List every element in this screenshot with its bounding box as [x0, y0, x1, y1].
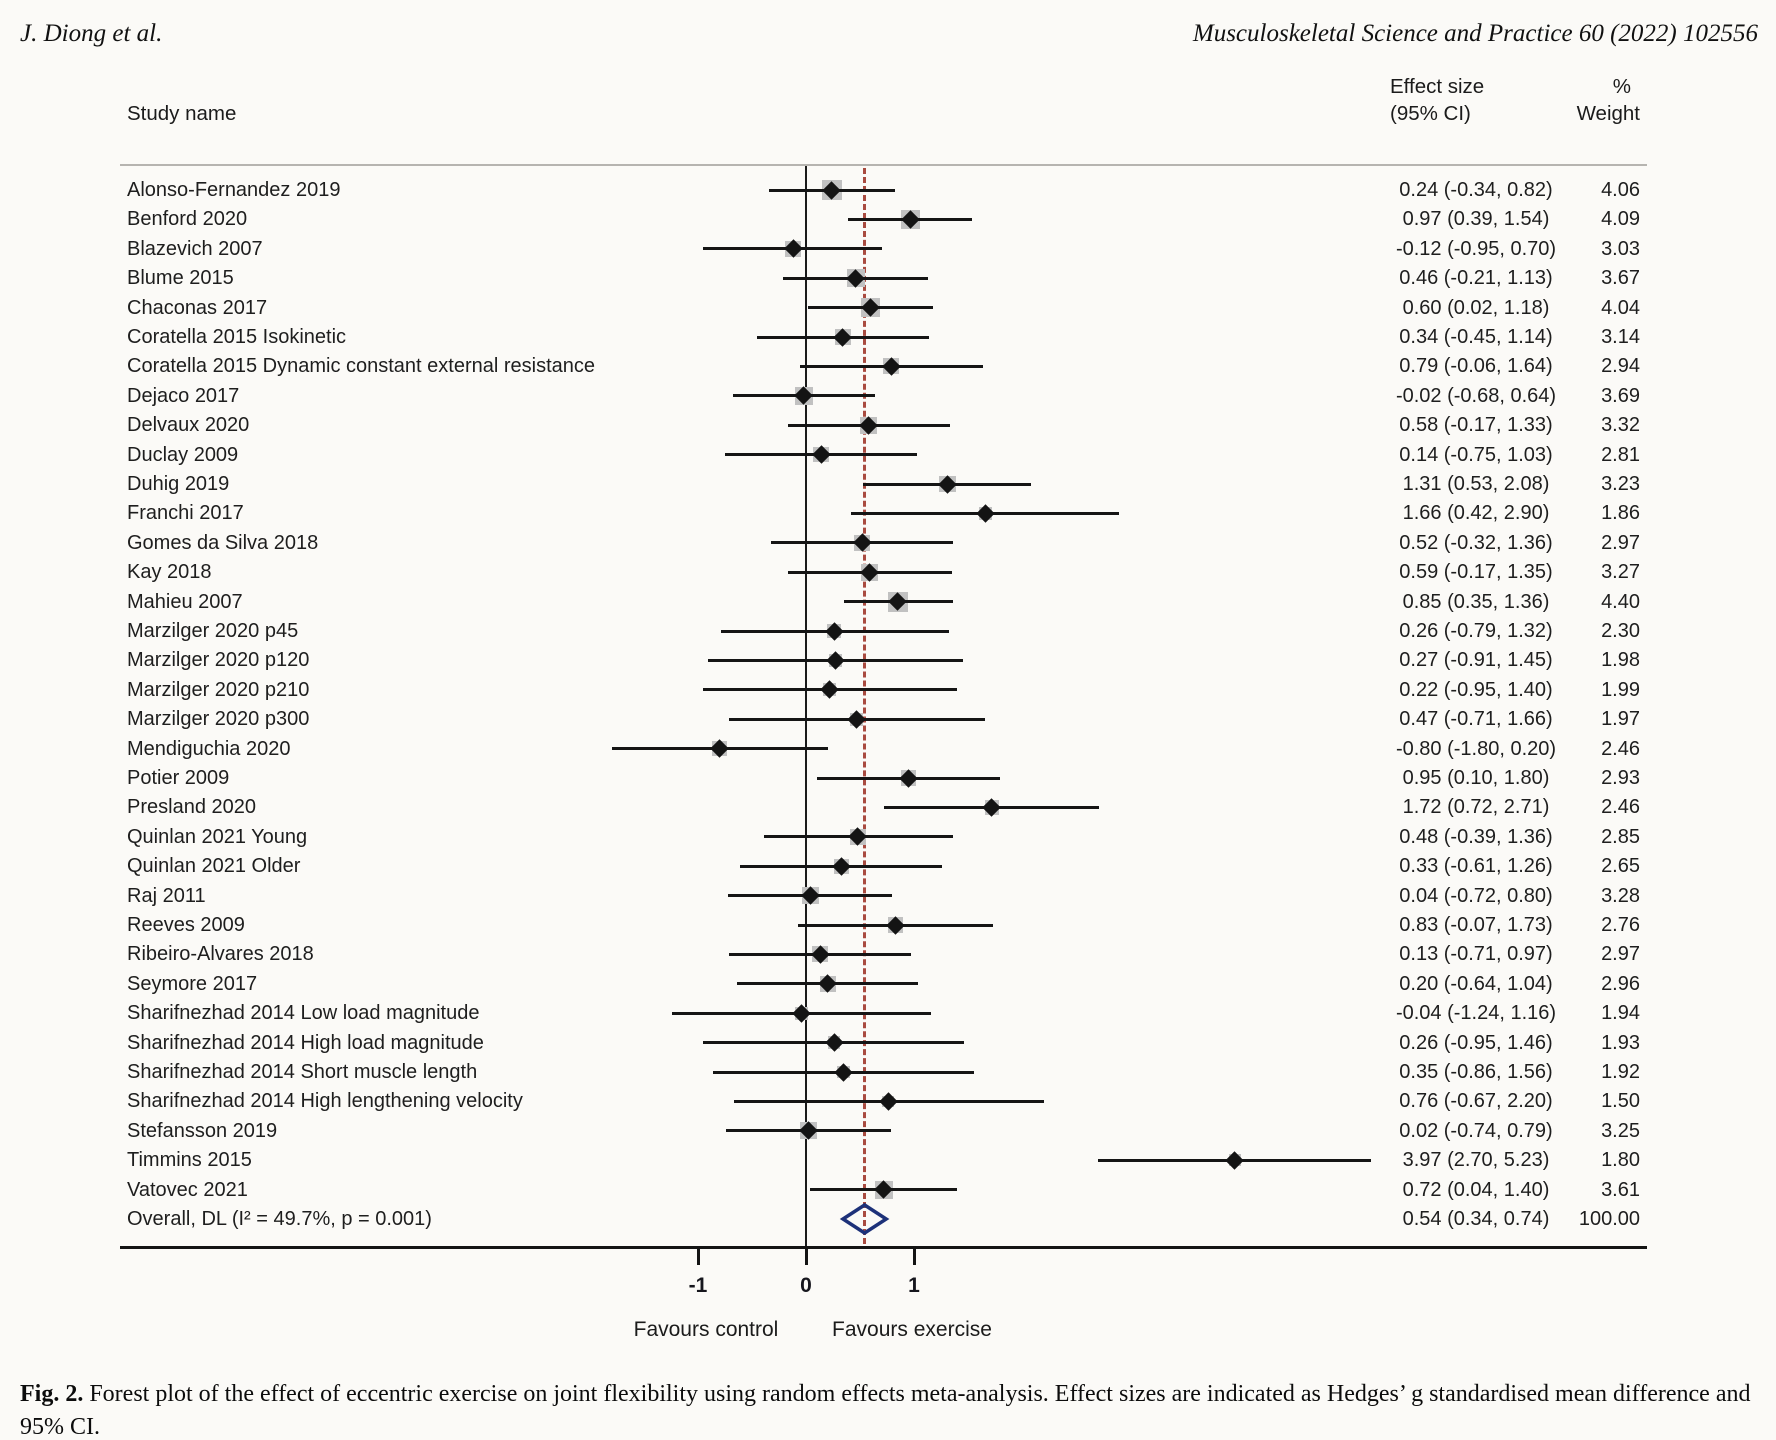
axis-tick	[697, 1249, 700, 1265]
study-name-label: Coratella 2015 Dynamic constant external resistance	[127, 355, 596, 378]
weight-value: 1.93	[1601, 1031, 1640, 1054]
axis-tick-label: 1	[908, 1274, 920, 1297]
study-name-label: Vatovec 2021	[127, 1178, 248, 1201]
study-name-label: Blazevich 2007	[127, 237, 263, 260]
study-name-label: Sharifnezhad 2014 High lengthening velocity	[127, 1090, 523, 1113]
study-name-label: Mahieu 2007	[127, 590, 243, 613]
weight-value: 2.85	[1601, 825, 1640, 848]
weight-value: 1.94	[1601, 1002, 1640, 1025]
study-name-label: Marzilger 2020 p300	[127, 708, 310, 731]
study-name-label: Delvaux 2020	[127, 414, 250, 437]
header-rule	[120, 164, 1647, 166]
weight-value: 2.46	[1601, 737, 1640, 760]
weight-value: 2.96	[1601, 972, 1640, 995]
study-name-label: Marzilger 2020 p210	[127, 678, 310, 701]
study-name-label: Marzilger 2020 p120	[127, 649, 310, 672]
study-name-label: Duhig 2019	[127, 473, 230, 495]
weight-value: 3.69	[1601, 384, 1640, 407]
effect-size-value: 0.58 (-0.17, 1.33)	[1399, 414, 1553, 437]
weight-value: 1.92	[1601, 1061, 1640, 1083]
figure-caption-label: Fig. 2.	[20, 1381, 84, 1407]
effect-size-value: 0.72 (0.04, 1.40)	[1402, 1178, 1550, 1201]
study-name-label: Dejaco 2017	[127, 384, 240, 407]
study-name-label: Sharifnezhad 2014 Low load magnitude	[127, 1002, 480, 1025]
study-name-label: Overall, DL (I² = 49.7%, p = 0.001)	[127, 1208, 432, 1230]
effect-size-value: 0.76 (-0.67, 2.20)	[1399, 1090, 1553, 1113]
weight-value: 2.65	[1601, 855, 1640, 878]
weight-value: 2.97	[1601, 531, 1640, 554]
weight-value: 3.23	[1601, 473, 1640, 495]
study-name-label: Ribeiro-Alvares 2018	[127, 943, 314, 966]
column-header-weight	[1548, 73, 1640, 127]
effect-size-value: 0.04 (-0.72, 0.80)	[1399, 884, 1553, 907]
effect-size-value: 0.85 (0.35, 1.36)	[1402, 590, 1550, 613]
axis-tick-label: -1	[688, 1274, 708, 1297]
study-name-label: Franchi 2017	[127, 502, 244, 525]
column-header-study-name: Study name	[127, 102, 237, 125]
effect-size-value: 0.48 (-0.39, 1.36)	[1399, 825, 1553, 848]
weight-value: 1.86	[1601, 502, 1640, 525]
study-name-label: Alonso-Fernandez 2019	[127, 179, 341, 201]
effect-size-value: 0.47 (-0.71, 1.66)	[1399, 708, 1553, 731]
weight-value: 3.27	[1601, 561, 1640, 584]
journal-header: Musculoskeletal Science and Practice 60 (2022) 102556	[1192, 20, 1758, 47]
null-effect-line	[805, 166, 807, 1246]
effect-size-value: 0.26 (-0.95, 1.46)	[1399, 1031, 1553, 1054]
weight-value: 1.98	[1601, 649, 1640, 672]
axis-tick	[805, 1249, 808, 1265]
column-header-effect-line2: (95% CI)	[1390, 102, 1471, 125]
weight-value: 3.14	[1601, 326, 1640, 348]
study-name-label: Benford 2020	[127, 208, 248, 231]
effect-size-value: 0.22 (-0.95, 1.40)	[1399, 678, 1553, 701]
study-name-label: Mendiguchia 2020	[127, 737, 291, 760]
axis-tick	[913, 1249, 916, 1265]
effect-size-value: 0.95 (0.10, 1.80)	[1402, 767, 1550, 789]
study-name-label: Potier 2009	[127, 767, 230, 789]
study-name-label: Reeves 2009	[127, 914, 245, 936]
column-header-weight-line2: Weight	[1576, 102, 1640, 125]
effect-size-value: 3.97 (2.70, 5.23)	[1402, 1149, 1550, 1172]
effect-size-value: 0.26 (-0.79, 1.32)	[1399, 620, 1553, 642]
effect-size-value: 0.60 (0.02, 1.18)	[1402, 296, 1550, 319]
effect-size-value: 0.52 (-0.32, 1.36)	[1399, 531, 1553, 554]
column-header-effect-line1: Effect size	[1390, 75, 1485, 98]
overall-estimate-reference-line	[863, 168, 866, 1244]
effect-size-value: 0.59 (-0.17, 1.35)	[1399, 561, 1553, 584]
effect-size-value: 0.34 (-0.45, 1.14)	[1399, 326, 1553, 348]
weight-value: 1.97	[1601, 708, 1640, 731]
weight-value: 1.50	[1601, 1090, 1640, 1113]
effect-size-value: 0.54 (0.34, 0.74)	[1402, 1208, 1550, 1230]
study-name-label: Timmins 2015	[127, 1149, 252, 1172]
effect-size-value: 1.31 (0.53, 2.08)	[1402, 473, 1550, 495]
effect-size-value: 0.79 (-0.06, 1.64)	[1399, 355, 1553, 378]
weight-value: 100.00	[1578, 1208, 1640, 1230]
study-name-label: Kay 2018	[127, 561, 212, 584]
column-header-percent: %	[1612, 75, 1631, 98]
weight-value: 3.03	[1601, 237, 1640, 260]
study-name-label: Coratella 2015 Isokinetic	[127, 326, 347, 348]
effect-size-value: 0.46 (-0.21, 1.13)	[1399, 267, 1553, 290]
study-name-label: Quinlan 2021 Older	[127, 855, 301, 878]
study-name-label: Presland 2020	[127, 796, 256, 819]
study-name-label: Stefansson 2019	[127, 1119, 278, 1142]
study-name-label: Duclay 2009	[127, 443, 239, 466]
weight-value: 4.09	[1601, 208, 1640, 231]
weight-value: 3.32	[1601, 414, 1640, 437]
weight-value: 1.99	[1601, 678, 1640, 701]
study-name-label: Gomes da Silva 2018	[127, 531, 319, 554]
weight-value: 3.67	[1601, 267, 1640, 290]
effect-size-value: 1.66 (0.42, 2.90)	[1402, 502, 1550, 525]
weight-value: 1.80	[1601, 1149, 1640, 1172]
study-name-label: Blume 2015	[127, 267, 234, 290]
effect-size-value: 1.72 (0.72, 2.71)	[1402, 796, 1550, 819]
favours-exercise-label: Favours exercise	[832, 1318, 992, 1341]
weight-value: 2.81	[1601, 443, 1640, 466]
weight-value: 2.94	[1601, 355, 1640, 378]
study-name-label: Sharifnezhad 2014 Short muscle length	[127, 1061, 478, 1083]
figure-caption-text: Forest plot of the effect of eccentric exercise on joint flexibility using random effects meta-analysis. Effect sizes are indicated as Hedges’ g standardised mean difference and 95% CI.	[20, 1381, 1751, 1440]
weight-value: 3.25	[1601, 1119, 1640, 1142]
weight-value: 2.30	[1601, 620, 1640, 642]
study-name-label: Quinlan 2021 Young	[127, 825, 308, 848]
study-name-label: Raj 2011	[127, 884, 206, 907]
effect-size-value: 0.20 (-0.64, 1.04)	[1399, 972, 1553, 995]
effect-size-value: -0.80 (-1.80, 0.20)	[1395, 737, 1557, 760]
author-header: J. Diong et al.	[20, 20, 163, 47]
column-header-effect-size	[1390, 73, 1484, 127]
weight-value: 3.61	[1601, 1178, 1640, 1201]
effect-size-value: 0.14 (-0.75, 1.03)	[1399, 443, 1553, 466]
weight-value: 4.04	[1601, 296, 1640, 319]
weight-value: 2.97	[1601, 943, 1640, 966]
effect-size-value: -0.12 (-0.95, 0.70)	[1395, 237, 1557, 260]
effect-size-value: 0.35 (-0.86, 1.56)	[1399, 1061, 1553, 1083]
effect-size-value: 0.24 (-0.34, 0.82)	[1399, 179, 1553, 201]
study-name-label: Marzilger 2020 p45	[127, 620, 299, 642]
effect-size-value: 0.33 (-0.61, 1.26)	[1399, 855, 1553, 878]
running-head	[0, 20, 1776, 54]
effect-size-value: 0.97 (0.39, 1.54)	[1402, 208, 1550, 231]
effect-size-value: 0.27 (-0.91, 1.45)	[1399, 649, 1553, 672]
weight-value: 2.46	[1601, 796, 1640, 819]
weight-value: 4.40	[1601, 590, 1640, 613]
weight-value: 4.06	[1601, 179, 1640, 201]
axis-tick-label: 0	[800, 1274, 812, 1297]
study-name-label: Sharifnezhad 2014 High load magnitude	[127, 1031, 484, 1054]
effect-size-value: 0.13 (-0.71, 0.97)	[1399, 943, 1553, 966]
effect-size-value: 0.02 (-0.74, 0.79)	[1399, 1119, 1553, 1142]
weight-value: 3.28	[1601, 884, 1640, 907]
study-name-label: Chaconas 2017	[127, 296, 268, 319]
weight-value: 2.93	[1601, 767, 1640, 789]
overall-diamond	[839, 1201, 890, 1237]
figure-caption	[20, 1378, 1765, 1440]
effect-size-value: -0.02 (-0.68, 0.64)	[1395, 384, 1557, 407]
effect-size-value: -0.04 (-1.24, 1.16)	[1395, 1002, 1557, 1025]
axis-rule	[120, 1246, 1647, 1249]
favours-control-label: Favours control	[633, 1318, 779, 1341]
study-name-label: Seymore 2017	[127, 972, 258, 995]
weight-value: 2.76	[1601, 914, 1640, 936]
effect-size-value: 0.83 (-0.07, 1.73)	[1399, 914, 1553, 936]
